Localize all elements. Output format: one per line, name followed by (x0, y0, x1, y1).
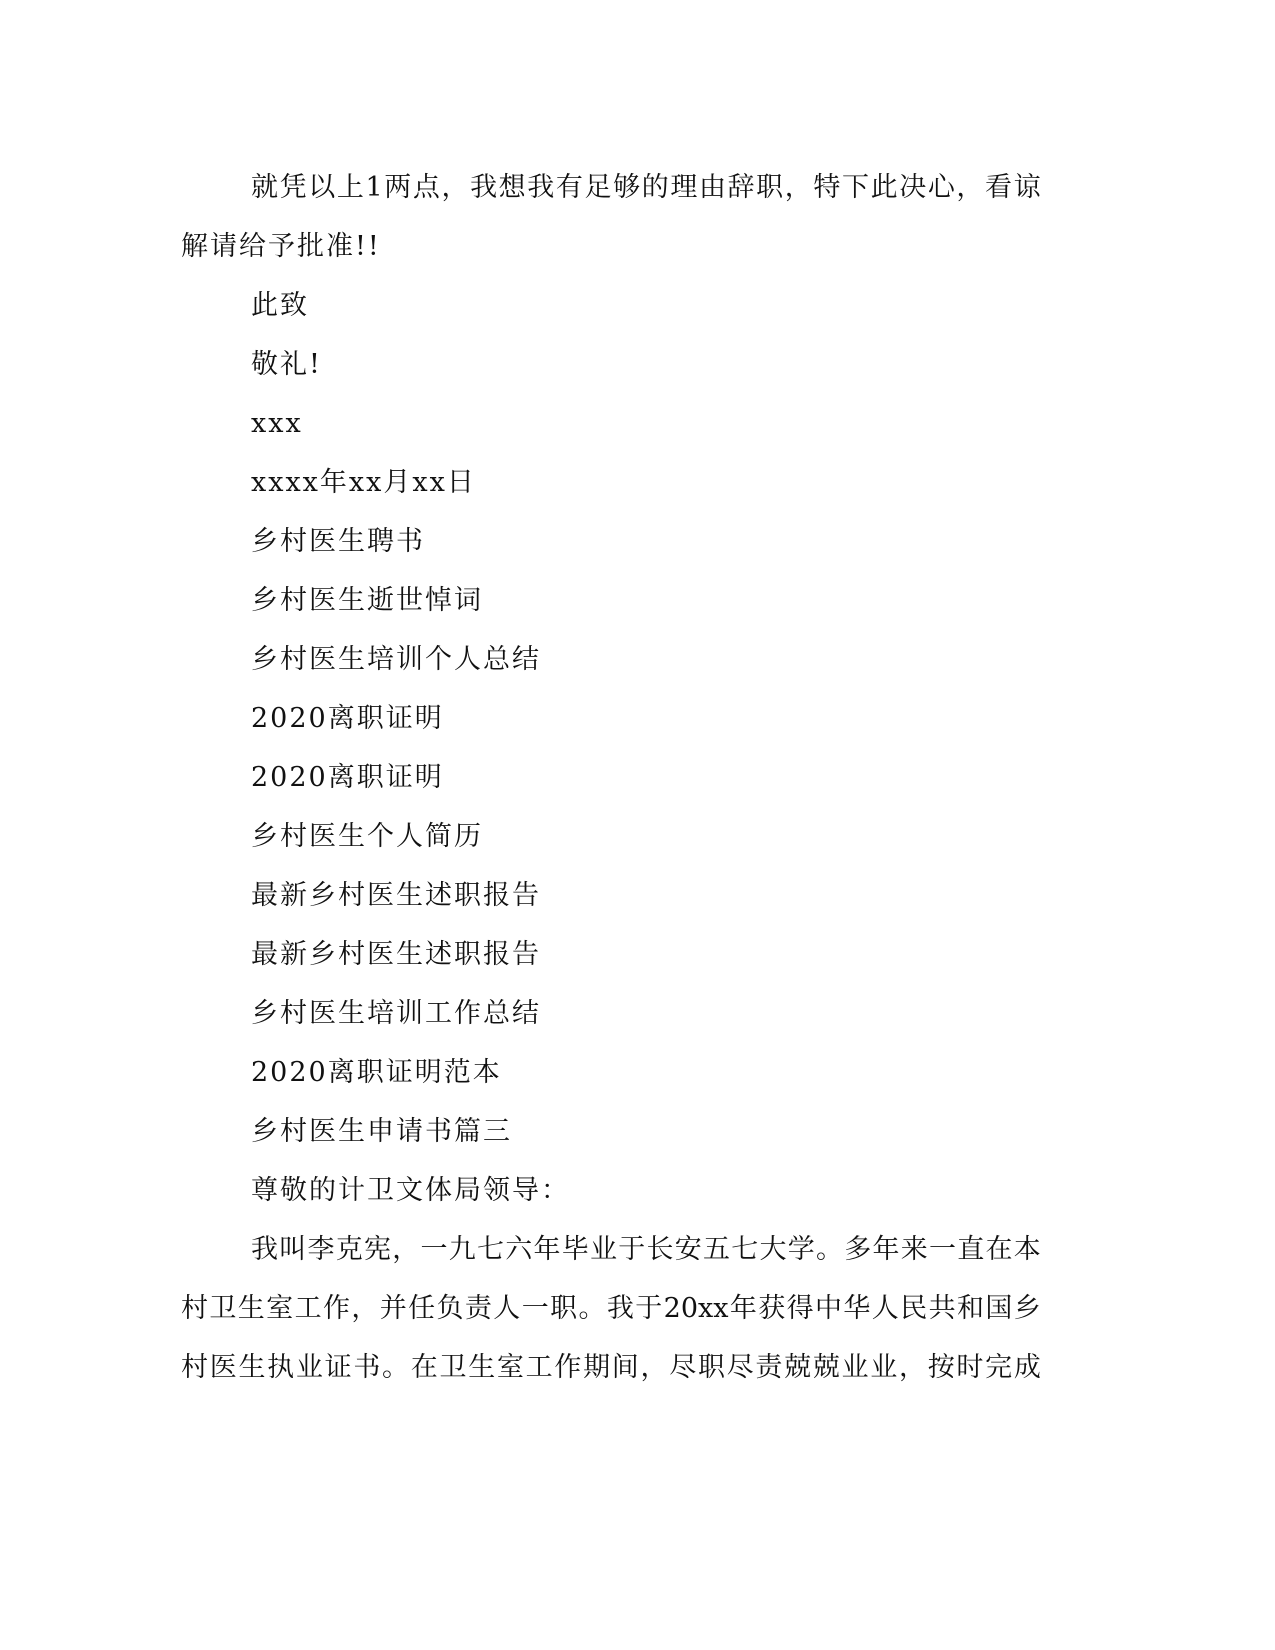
glyph: 时 (956, 1352, 984, 1383)
glyph: 多 (844, 1234, 872, 1265)
glyph: 20xx (663, 1293, 729, 1324)
glyph: 我 (527, 172, 555, 203)
glyph: 上 (336, 172, 364, 203)
related-title: 最新乡村医生述职报告 (251, 880, 541, 911)
related-title: 乡村医生个人简历 (251, 821, 483, 852)
glyph: 年 (533, 1234, 561, 1265)
signature-name: xxx (251, 408, 303, 439)
glyph: 特 (813, 172, 841, 203)
glyph: 职 (756, 172, 784, 203)
signature-date: xxxx年xx月xx日 (251, 467, 476, 498)
glyph: 责 (755, 1352, 783, 1383)
glyph: 心 (927, 172, 955, 203)
related-title: 2020离职证明 (251, 762, 444, 793)
glyph: 按 (927, 1352, 955, 1383)
related-title: 2020离职证明范本 (251, 1057, 502, 1088)
glyph: 期 (583, 1352, 611, 1383)
glyph: 国 (985, 1293, 1013, 1324)
glyph: 乡 (1013, 1293, 1041, 1324)
glyph: 宪 (364, 1234, 391, 1265)
glyph: 六 (505, 1234, 533, 1265)
glyph: ， (640, 1352, 668, 1383)
paragraph-line (181, 1338, 1041, 1397)
paragraph-line (181, 158, 1041, 217)
glyph: 尽 (669, 1352, 697, 1383)
glyph: 以 (308, 172, 336, 203)
glyph: 七 (731, 1234, 759, 1265)
glyph: 足 (584, 172, 612, 203)
glyph: ， (898, 1352, 926, 1383)
paragraph-line (181, 1279, 1041, 1338)
glyph: ， (956, 172, 984, 203)
glyph: 一 (521, 1293, 549, 1324)
glyph: 此 (870, 172, 898, 203)
glyph: 证 (324, 1352, 352, 1383)
glyph: 生 (238, 1352, 266, 1383)
glyph: 完 (985, 1352, 1013, 1383)
glyph: 兢 (784, 1352, 812, 1383)
section-title: 乡村医生申请书篇三 (251, 1116, 512, 1147)
glyph: 村 (181, 1293, 208, 1324)
glyph: 得 (786, 1293, 814, 1324)
glyph: 卫 (439, 1352, 467, 1383)
glyph: 任 (408, 1293, 436, 1324)
glyph: 。 (382, 1352, 410, 1383)
glyph: 辞 (727, 172, 755, 203)
paragraph-line: 解请给予批准!! (181, 231, 381, 262)
glyph: 职 (697, 1352, 725, 1383)
letter-salutation: 尊敬的计卫文体局领导： (251, 1175, 570, 1206)
glyph: 毕 (561, 1234, 589, 1265)
glyph: 一 (929, 1234, 956, 1265)
glyph: 谅 (1013, 172, 1041, 203)
glyph: 够 (613, 172, 641, 203)
glyph: 我 (251, 1234, 278, 1265)
related-title: 最新乡村医生述职报告 (251, 939, 541, 970)
glyph: 兢 (812, 1352, 840, 1383)
glyph: 成 (1013, 1352, 1041, 1383)
glyph: 工 (525, 1352, 553, 1383)
glyph: 作 (554, 1352, 582, 1383)
glyph: 的 (641, 172, 669, 203)
glyph: 由 (698, 172, 726, 203)
related-title: 乡村医生培训个人总结 (251, 644, 541, 675)
glyph: 就 (251, 172, 278, 203)
glyph: 生 (468, 1352, 496, 1383)
glyph: 间 (611, 1352, 639, 1383)
glyph: 。 (578, 1293, 606, 1324)
glyph: 李 (307, 1234, 335, 1265)
glyph: 1 (365, 172, 383, 203)
related-title: 乡村医生培训工作总结 (251, 998, 541, 1029)
glyph: 学 (787, 1234, 815, 1265)
glyph: 业 (841, 1352, 869, 1383)
glyph: 五 (703, 1234, 730, 1265)
glyph: 看 (985, 172, 1013, 203)
glyph: 执 (267, 1352, 295, 1383)
glyph: 于 (635, 1293, 663, 1324)
glyph: 我 (606, 1293, 634, 1324)
glyph: 获 (758, 1293, 786, 1324)
glyph: 作 (322, 1293, 350, 1324)
glyph: 点 (412, 172, 440, 203)
glyph: 村 (181, 1352, 208, 1383)
glyph: 人 (871, 1293, 899, 1324)
glyph: 室 (496, 1352, 524, 1383)
glyph: 华 (843, 1293, 871, 1324)
glyph: 克 (335, 1234, 363, 1265)
glyph: 下 (841, 172, 869, 203)
glyph: 凭 (279, 172, 307, 203)
glyph: 并 (379, 1293, 407, 1324)
glyph: 想 (498, 172, 526, 203)
glyph: 业 (590, 1234, 617, 1265)
glyph: 业 (295, 1352, 323, 1383)
glyph: 直 (957, 1234, 985, 1265)
closing-regards: 敬礼! (251, 349, 322, 380)
glyph: 于 (618, 1234, 646, 1265)
glyph: 卫 (209, 1293, 237, 1324)
glyph: 生 (237, 1293, 265, 1324)
related-title: 2020离职证明 (251, 703, 444, 734)
glyph: 理 (670, 172, 698, 203)
related-title: 乡村医生聘书 (251, 526, 425, 557)
glyph: 工 (294, 1293, 322, 1324)
glyph: 医 (209, 1352, 237, 1383)
glyph: 叫 (279, 1234, 307, 1265)
glyph: 负 (436, 1293, 464, 1324)
glyph: 决 (899, 172, 927, 203)
paragraph-line (181, 1220, 1041, 1279)
glyph: 在 (985, 1234, 1013, 1265)
glyph: 本 (1013, 1234, 1041, 1265)
glyph: 责 (464, 1293, 492, 1324)
glyph: 七 (477, 1234, 504, 1265)
glyph: 在 (410, 1352, 438, 1383)
glyph: 两 (384, 172, 412, 203)
glyph: ， (784, 172, 812, 203)
glyph: 有 (555, 172, 583, 203)
glyph: 九 (448, 1234, 476, 1265)
glyph: 职 (550, 1293, 578, 1324)
glyph: ， (392, 1234, 420, 1265)
glyph: ， (441, 172, 469, 203)
glyph: 大 (759, 1234, 787, 1265)
glyph: 业 (870, 1352, 898, 1383)
glyph: 年 (872, 1234, 900, 1265)
glyph: 安 (674, 1234, 702, 1265)
glyph: 长 (646, 1234, 674, 1265)
glyph: 书 (353, 1352, 381, 1383)
glyph: 人 (493, 1293, 521, 1324)
glyph: 共 (928, 1293, 956, 1324)
glyph: 中 (815, 1293, 843, 1324)
glyph: 室 (266, 1293, 294, 1324)
closing-salutation: 此致 (251, 290, 309, 321)
glyph: 年 (729, 1293, 757, 1324)
glyph: 来 (900, 1234, 928, 1265)
glyph: ， (351, 1293, 379, 1324)
glyph: 民 (900, 1293, 928, 1324)
related-title: 乡村医生逝世悼词 (251, 585, 483, 616)
glyph: 尽 (726, 1352, 754, 1383)
glyph: 我 (470, 172, 498, 203)
glyph: 一 (420, 1234, 448, 1265)
document-body (181, 158, 1041, 1397)
glyph: 。 (816, 1234, 843, 1265)
glyph: 和 (956, 1293, 984, 1324)
